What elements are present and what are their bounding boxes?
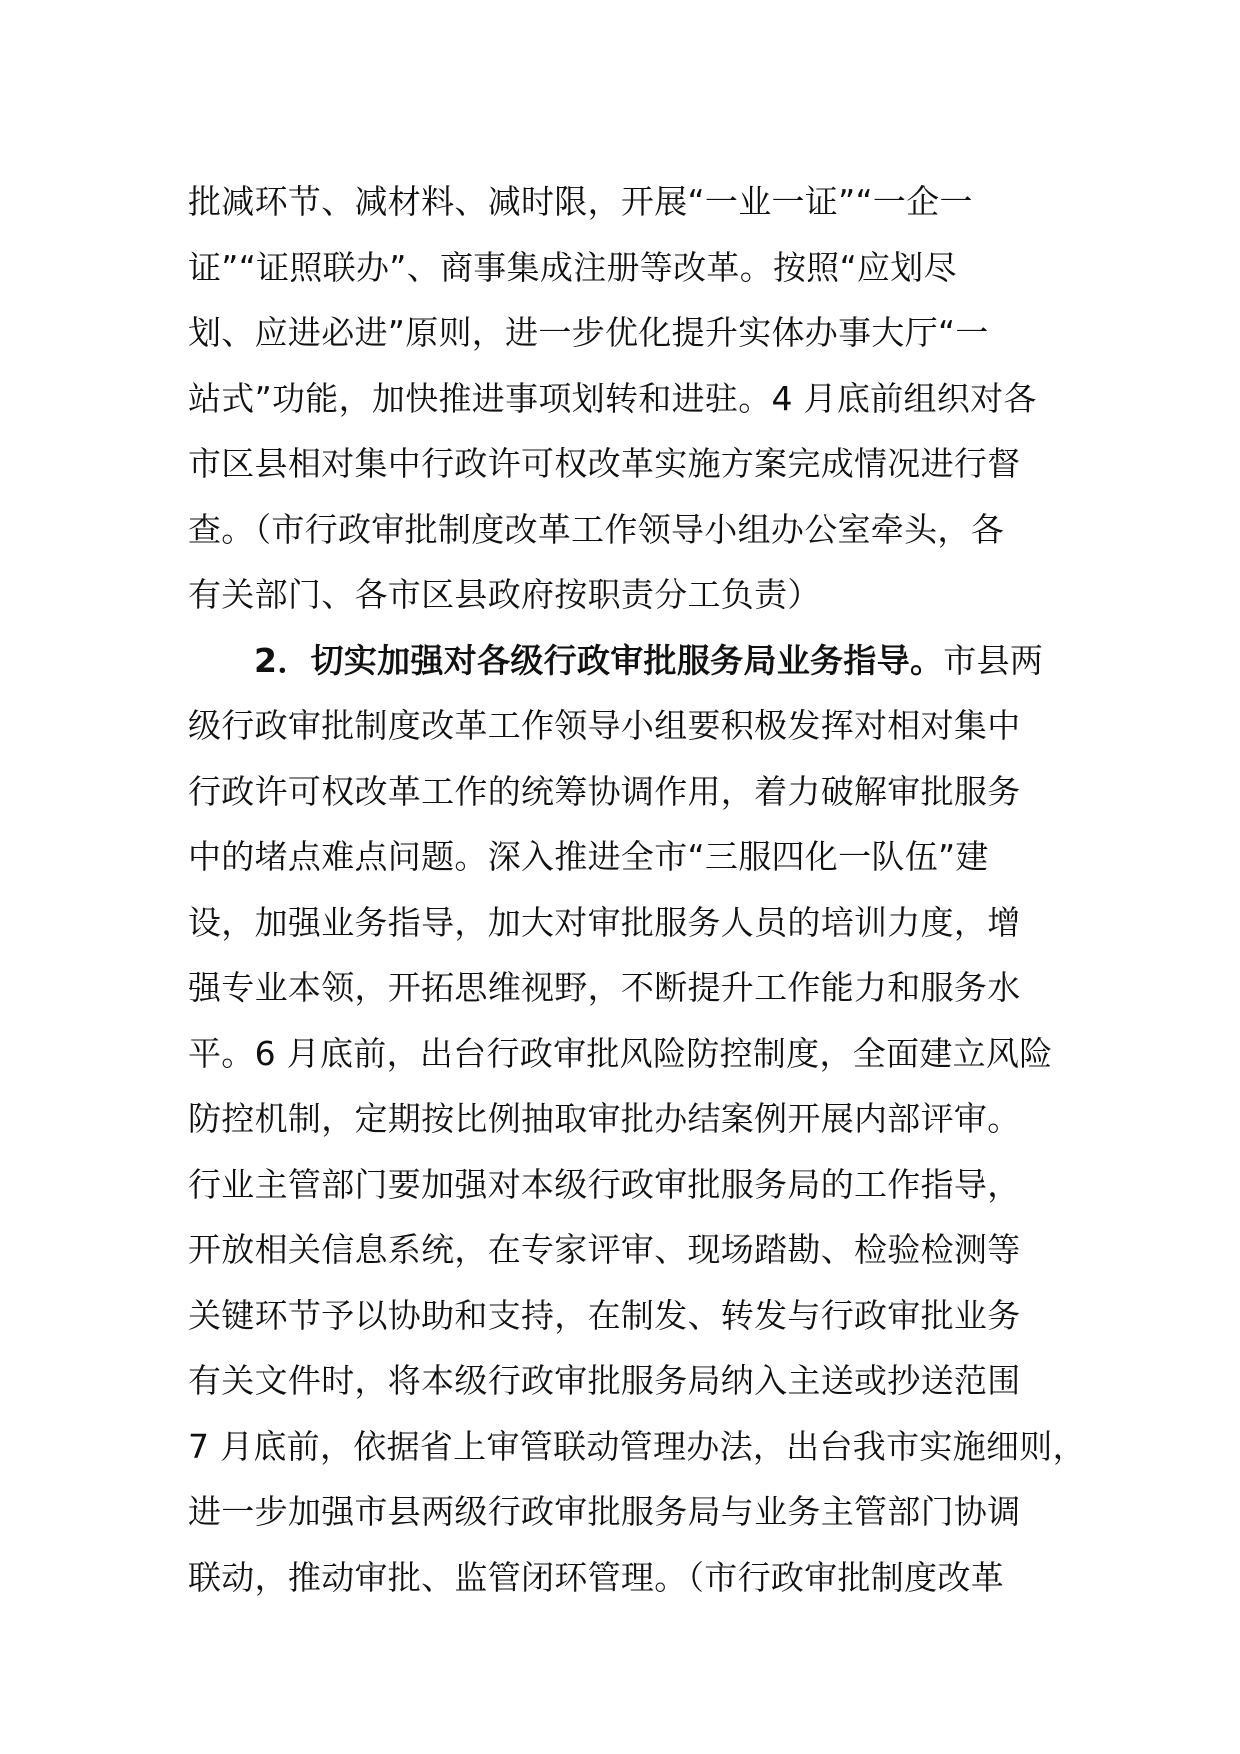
text-line: 设，加强业务指导，加大对审批服务人员的培训力度，增 bbox=[188, 902, 1021, 942]
text-line: 进一步加强市县两级行政审批服务局与业务主管部门协调 bbox=[188, 1492, 1021, 1531]
text-line: 防控机制，定期按比例抽取审批办结案例开展内部评审。 bbox=[188, 1099, 1021, 1138]
text-line: 行政许可权改革工作的统筹协调作用，着力破解审批服务 bbox=[188, 771, 1021, 811]
text-line: 行业主管部门要加强对本级行政审批服务局的工作指导， bbox=[188, 1164, 1021, 1204]
text-line: 级行政审批制度改革工作领导小组要积极发挥对相对集中 bbox=[188, 706, 1021, 745]
text-line: 有关文件时，将本级行政审批服务局纳入主送或抄送范围 bbox=[188, 1361, 1021, 1400]
text-line: 市区县相对集中行政许可权改革实施方案完成情况进行督 bbox=[188, 444, 1021, 483]
text-line: 中的堵点难点问题。深入推进全市“三服四化一队伍”建 bbox=[188, 837, 989, 876]
text-span: 市县两 bbox=[943, 640, 1044, 680]
text-line: 开放相关信息系统，在专家评审、现场踏勘、检验检测等 bbox=[188, 1230, 1021, 1269]
body-text bbox=[188, 169, 1086, 1610]
text-line: 平。6 月底前，出台行政审批风险防控制度，全面建立风险 bbox=[188, 1033, 1053, 1073]
text-line: 批减环节、减材料、减时限，开展“一业一证”“一企一 bbox=[188, 182, 973, 221]
text-line: 强专业本领，开拓思维视野，不断提升工作能力和服务水 bbox=[188, 968, 1021, 1007]
text-line: 关键环节予以协助和支持，在制发、转发与行政审批业务 bbox=[188, 1295, 1021, 1335]
text-line: 证”“证照联办”、商事集成注册等改革。按照“应划尽 bbox=[188, 247, 957, 287]
text-line: 查。（市行政审批制度改革工作领导小组办公室牵头，各 bbox=[188, 509, 1004, 549]
text-line: 7 月底前，依据省上审管联动管理办法，出台我市实施细则， bbox=[188, 1426, 1086, 1466]
section-heading: 2．切实加强对各级行政审批服务局业务指导。 bbox=[254, 640, 944, 680]
section-heading-line bbox=[188, 628, 1068, 694]
text-line: 有关部门、各市区县政府按职责分工负责） bbox=[188, 575, 821, 614]
text-line: 站式”功能，加快推进事项划转和进驻。4 月底前组织对各 bbox=[188, 378, 1037, 418]
text-line: 划、应进必进”原则，进一步优化提升实体办事大厅“一 bbox=[188, 313, 989, 352]
text-line: 联动，推动审批、监管闭环管理。（市行政审批制度改革 bbox=[188, 1557, 1004, 1597]
